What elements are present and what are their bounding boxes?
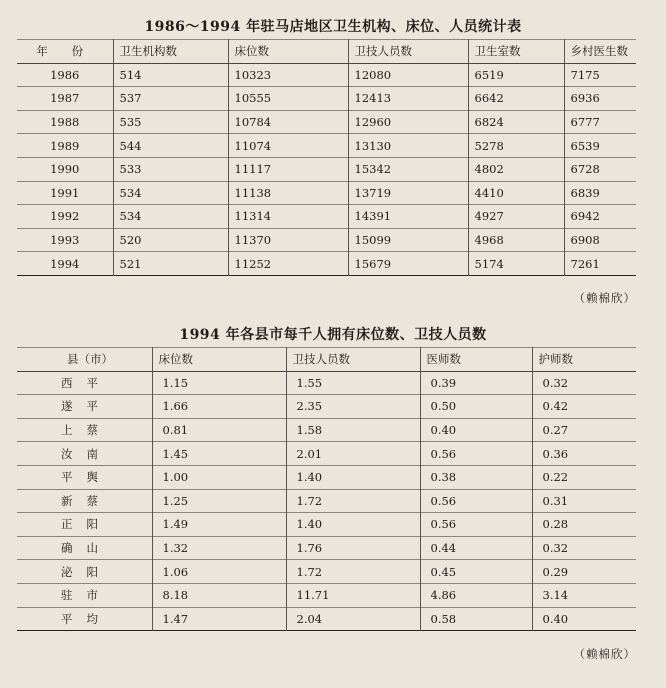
table-cell: 6936 xyxy=(564,87,636,111)
table-cell: 11370 xyxy=(228,228,348,252)
table1-header-beds: 床位数 xyxy=(228,40,348,64)
table-row xyxy=(17,583,636,607)
table-cell: 0.44 xyxy=(420,536,532,560)
table2-header-row xyxy=(17,348,636,372)
table-row xyxy=(17,157,636,181)
table-cell: 11138 xyxy=(228,181,348,205)
table-cell: 1992 xyxy=(17,205,113,229)
table-cell: 1.45 xyxy=(152,442,286,466)
table-cell: 6942 xyxy=(564,205,636,229)
table-cell: 520 xyxy=(113,228,228,252)
table-cell: 1.66 xyxy=(152,395,286,419)
table-cell: 7261 xyxy=(564,252,636,276)
table-cell: 0.22 xyxy=(532,465,636,489)
table-cell: 1.00 xyxy=(152,465,286,489)
table-cell: 遂平 xyxy=(17,395,152,419)
table-cell: 2.01 xyxy=(286,442,420,466)
table-cell: 8.18 xyxy=(152,583,286,607)
table-row xyxy=(17,110,636,134)
table-cell: 11252 xyxy=(228,252,348,276)
table-cell: 537 xyxy=(113,87,228,111)
table-cell: 1988 xyxy=(17,110,113,134)
table-cell: 1.40 xyxy=(286,513,420,537)
table-cell: 6728 xyxy=(564,157,636,181)
table-row xyxy=(17,228,636,252)
table1-header-year: 年 份 xyxy=(17,40,113,64)
table-cell: 5174 xyxy=(468,252,564,276)
table-cell: 0.81 xyxy=(152,418,286,442)
table-cell: 1993 xyxy=(17,228,113,252)
table1-source: （赖棉欣） xyxy=(573,291,636,305)
table-cell: 7175 xyxy=(564,63,636,87)
table-row xyxy=(17,489,636,513)
table-cell: 6519 xyxy=(468,63,564,87)
table-cell: 1986 xyxy=(17,63,113,87)
table-cell: 4968 xyxy=(468,228,564,252)
table-cell: 10555 xyxy=(228,87,348,111)
table-cell: 1991 xyxy=(17,181,113,205)
table-cell: 1987 xyxy=(17,87,113,111)
table-cell: 11.71 xyxy=(286,583,420,607)
table-cell: 1.58 xyxy=(286,418,420,442)
table-cell: 11314 xyxy=(228,205,348,229)
table-cell: 1.25 xyxy=(152,489,286,513)
table1-header-village-doctors: 乡村医生数 xyxy=(564,40,636,64)
table-cell: 0.31 xyxy=(532,489,636,513)
table-cell: 1.72 xyxy=(286,489,420,513)
table-cell: 1.06 xyxy=(152,560,286,584)
table-cell: 5278 xyxy=(468,134,564,158)
table-cell: 534 xyxy=(113,181,228,205)
table-cell: 上蔡 xyxy=(17,418,152,442)
table-cell: 15342 xyxy=(348,157,468,181)
table-cell: 2.04 xyxy=(286,607,420,631)
table1-header-health-staff: 卫技人员数 xyxy=(348,40,468,64)
table-cell: 514 xyxy=(113,63,228,87)
table-cell: 12960 xyxy=(348,110,468,134)
table-cell: 15099 xyxy=(348,228,468,252)
table-row xyxy=(17,536,636,560)
table-cell: 11074 xyxy=(228,134,348,158)
table-row xyxy=(17,395,636,419)
table-cell: 13130 xyxy=(348,134,468,158)
table-cell: 1.32 xyxy=(152,536,286,560)
table-cell: 1.40 xyxy=(286,465,420,489)
table1-title: 1986～1994 年驻马店地区卫生机构、床位、人员统计表 xyxy=(144,19,522,35)
table-cell: 0.56 xyxy=(420,442,532,466)
table-cell: 1.15 xyxy=(152,371,286,395)
table-cell: 3.14 xyxy=(532,583,636,607)
table-cell: 4802 xyxy=(468,157,564,181)
table-cell: 0.32 xyxy=(532,536,636,560)
table-cell: 6824 xyxy=(468,110,564,134)
table-cell: 0.40 xyxy=(420,418,532,442)
table2-header-beds: 床位数 xyxy=(152,348,286,372)
table1-header-clinics: 卫生室数 xyxy=(468,40,564,64)
table-cell: 西平 xyxy=(17,371,152,395)
table-cell: 平均 xyxy=(17,607,152,631)
table-row xyxy=(17,371,636,395)
table-row xyxy=(17,560,636,584)
table-cell: 1.76 xyxy=(286,536,420,560)
table-cell: 1.55 xyxy=(286,371,420,395)
table-cell: 驻市 xyxy=(17,583,152,607)
table-cell: 0.45 xyxy=(420,560,532,584)
table-cell: 1.49 xyxy=(152,513,286,537)
table-row xyxy=(17,63,636,87)
table-cell: 0.27 xyxy=(532,418,636,442)
table-cell: 0.56 xyxy=(420,489,532,513)
table-cell: 0.38 xyxy=(420,465,532,489)
table-cell: 0.56 xyxy=(420,513,532,537)
table-cell: 535 xyxy=(113,110,228,134)
table-cell: 确山 xyxy=(17,536,152,560)
table-cell: 1990 xyxy=(17,157,113,181)
table-cell: 4927 xyxy=(468,205,564,229)
table-cell: 新蔡 xyxy=(17,489,152,513)
table1-header-row xyxy=(17,40,636,64)
table-cell: 6539 xyxy=(564,134,636,158)
table-cell: 0.28 xyxy=(532,513,636,537)
table-cell: 泌阳 xyxy=(17,560,152,584)
table-cell: 14391 xyxy=(348,205,468,229)
table-cell: 15679 xyxy=(348,252,468,276)
table-row xyxy=(17,181,636,205)
table-cell: 0.39 xyxy=(420,371,532,395)
table1-statistics xyxy=(17,39,636,276)
table-row xyxy=(17,442,636,466)
table-cell: 1994 xyxy=(17,252,113,276)
table-cell: 12413 xyxy=(348,87,468,111)
table-cell: 533 xyxy=(113,157,228,181)
table-row xyxy=(17,87,636,111)
table-cell: 正阳 xyxy=(17,513,152,537)
table-cell: 0.36 xyxy=(532,442,636,466)
table-cell: 0.40 xyxy=(532,607,636,631)
table-cell: 平舆 xyxy=(17,465,152,489)
table-row xyxy=(17,134,636,158)
table-cell: 6839 xyxy=(564,181,636,205)
table-cell: 544 xyxy=(113,134,228,158)
table-cell: 0.29 xyxy=(532,560,636,584)
table-cell: 0.42 xyxy=(532,395,636,419)
table-cell: 10323 xyxy=(228,63,348,87)
table2-title: 1994 年各县市每千人拥有床位数、卫技人员数 xyxy=(179,327,487,343)
table-row xyxy=(17,607,636,631)
table-cell: 2.35 xyxy=(286,395,420,419)
table-cell: 10784 xyxy=(228,110,348,134)
table2-header-county: 县（市） xyxy=(17,348,152,372)
table-row xyxy=(17,252,636,276)
table-cell: 13719 xyxy=(348,181,468,205)
table-cell: 6908 xyxy=(564,228,636,252)
table-cell: 12080 xyxy=(348,63,468,87)
table-cell: 1.72 xyxy=(286,560,420,584)
table-row xyxy=(17,205,636,229)
table-cell: 1989 xyxy=(17,134,113,158)
table-cell: 4.86 xyxy=(420,583,532,607)
table2-header-nurses: 护师数 xyxy=(532,348,636,372)
table-cell: 汝南 xyxy=(17,442,152,466)
table-cell: 6777 xyxy=(564,110,636,134)
table-cell: 1.47 xyxy=(152,607,286,631)
table2-source: （赖棉欣） xyxy=(573,647,636,661)
table-cell: 0.32 xyxy=(532,371,636,395)
table-cell: 521 xyxy=(113,252,228,276)
table-cell: 6642 xyxy=(468,87,564,111)
table2-header-physicians: 医师数 xyxy=(420,348,532,372)
table2-per-thousand xyxy=(17,347,636,631)
table-row xyxy=(17,418,636,442)
table-cell: 11117 xyxy=(228,157,348,181)
table-row xyxy=(17,465,636,489)
table-cell: 0.50 xyxy=(420,395,532,419)
table-cell: 4410 xyxy=(468,181,564,205)
table-cell: 534 xyxy=(113,205,228,229)
table-cell: 0.58 xyxy=(420,607,532,631)
table-row xyxy=(17,513,636,537)
table1-header-institutions: 卫生机构数 xyxy=(113,40,228,64)
table2-header-health-staff: 卫技人员数 xyxy=(286,348,420,372)
